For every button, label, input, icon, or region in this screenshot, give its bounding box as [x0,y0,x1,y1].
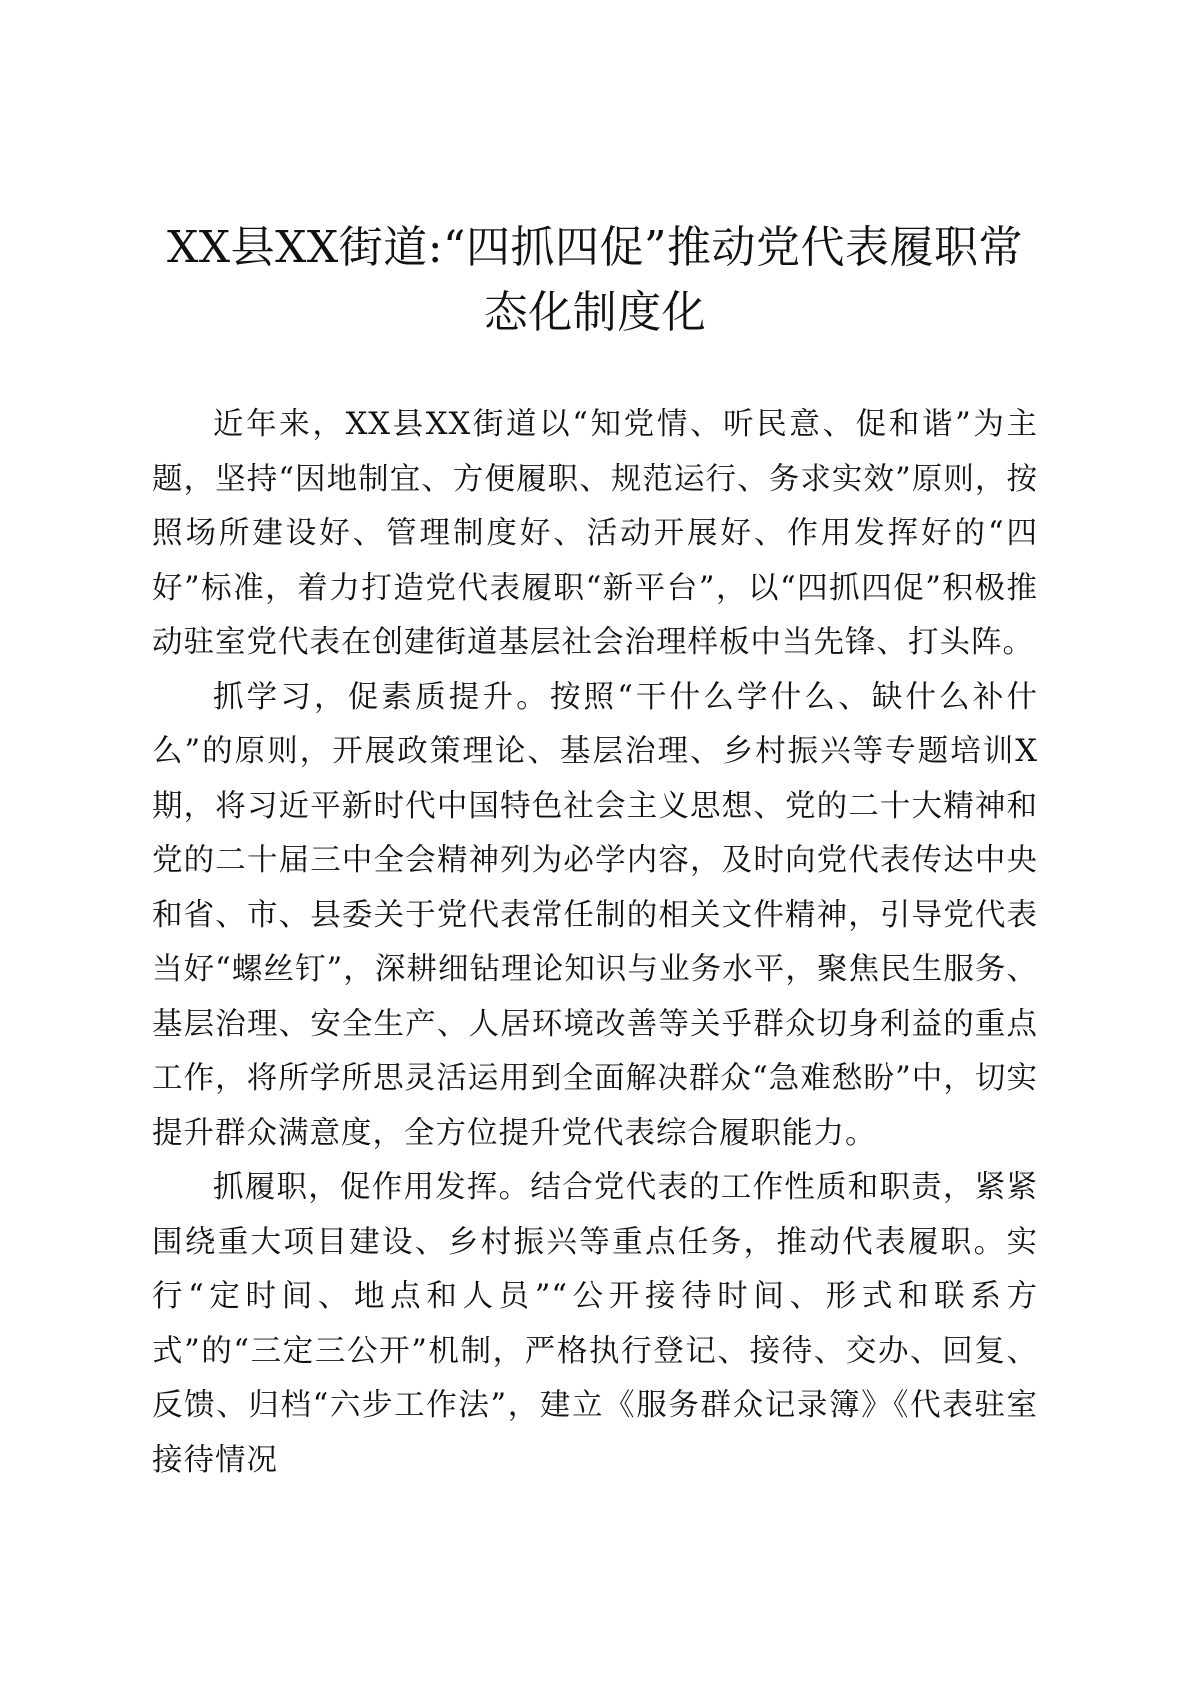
document-title: XX县XX街道:“四抓四促”推动党代表履职常态化制度化 [166,222,1024,338]
paragraph-intro: 近年来，XX县XX街道以“知党情、听民意、促和谐”为主题，坚持“因地制宜、方便履职、规范运行、务求实效”原则，按照场所建设好、管理制度好、活动开展好、作用发挥好的“四好”标准，着力打造党代表履职“新平台”，以“四抓四促”积极推动驻室党代表在创建街道基层社会治理样板中当先锋、打头阵。 [152,407,1038,660]
paragraph-study: 抓学习，促素质提升。按照“干什么学什么、缺什么补什么”的原则，开展政策理论、基层治理、乡村振兴等专题培训X期，将习近平新时代中国特色社会主义思想、党的二十大精神和党的二十届三中全会精神列为必学内容，及时向党代表传达中央和省、市、县委关于党代表常任制的相关文件精神，引导党代表当好“螺丝钉”，深耕细钻理论知识与业务水平，聚焦民生服务、基层治理、安全生产、人居环境改善等关乎群众切身利益的重点工作，将所学所思灵活运用到全面解决群众“急难愁盼”中，切实提升群众满意度，全方位提升党代表综合履职能力。 [152,679,1038,1151]
document-body [152,398,1038,1488]
paragraph-duty: 抓履职，促作用发挥。结合党代表的工作性质和职责，紧紧围绕重大项目建设、乡村振兴等重点任务，推动代表履职。实行“定时间、地点和人员”“公开接待时间、形式和联系方式”的“三定三公开”机制，严格执行登记、接待、交办、回复、反馈、归档“六步工作法”，建立《服务群众记录簿》《代表驻室接待情况 [152,1170,1038,1478]
